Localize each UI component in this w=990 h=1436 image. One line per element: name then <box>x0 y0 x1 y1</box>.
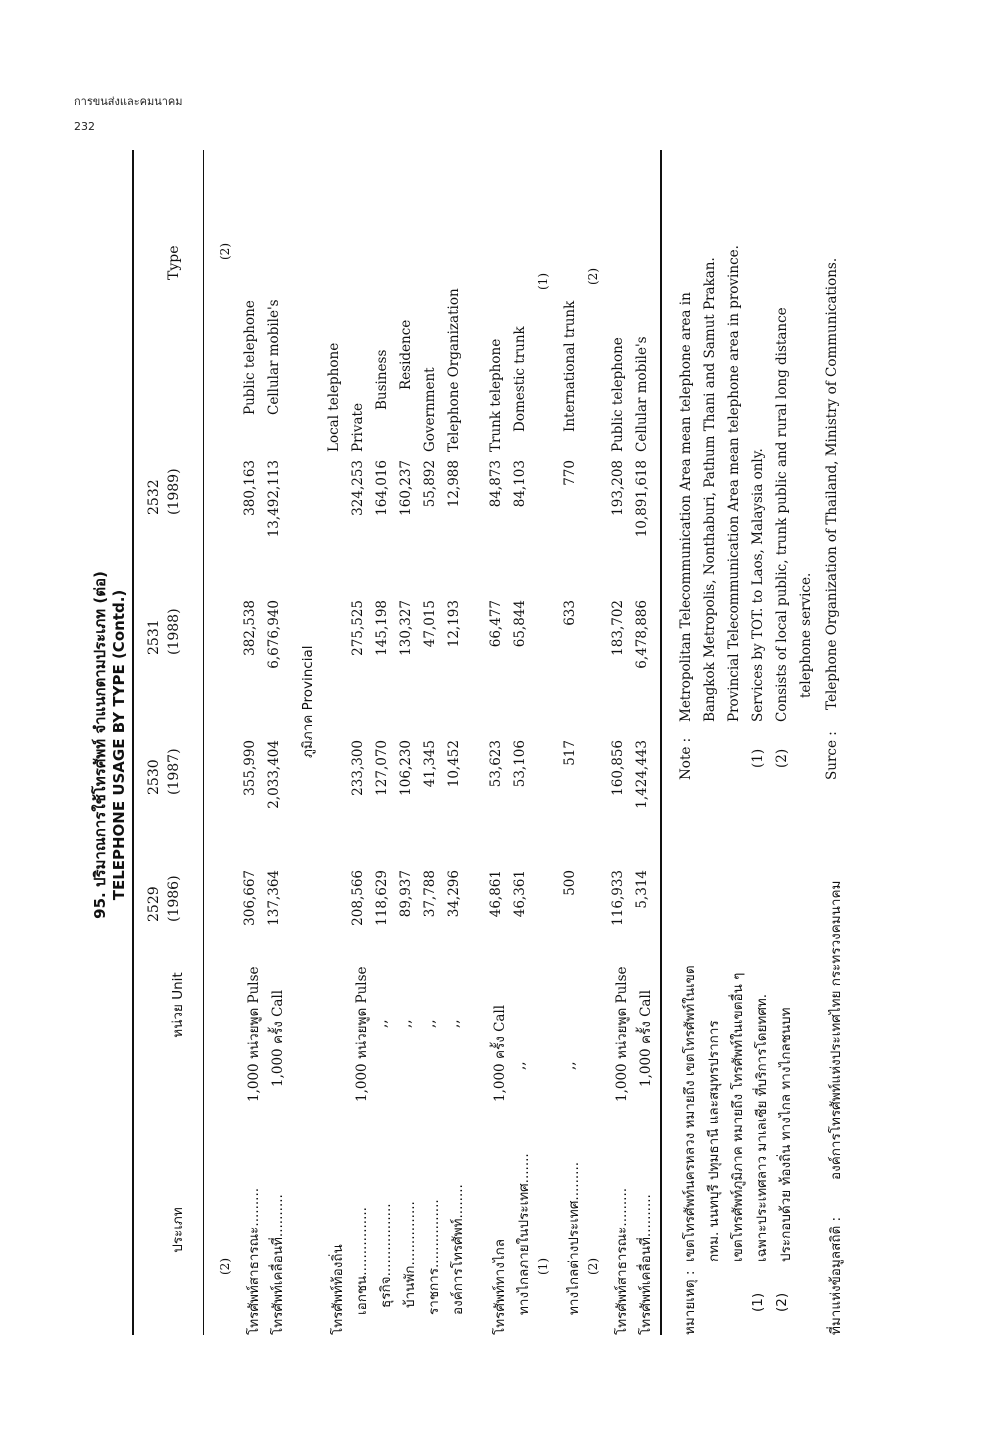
row-type: Local telephone <box>326 342 342 452</box>
value-1989: 84,873 <box>488 460 504 508</box>
footnote-mark: (1) <box>536 1258 550 1275</box>
value-1987: 41,345 <box>422 740 438 788</box>
note-line: Consists of local public, trunk public and rural long distance <box>774 307 790 722</box>
notes-label: หมายเหตุ : <box>682 1270 698 1335</box>
header-year-1987-ad: (1987) <box>166 748 182 795</box>
note-line: เขตโทรศัพท์ภูมิภาค หมายถึง โทรศัพท์ในเขตอื่น ๆ <box>730 972 746 1262</box>
notes-label: Note : <box>678 737 694 780</box>
row-type: Residence <box>398 319 414 390</box>
row-label: โทรศัพท์ท้องถิ่น <box>330 1244 346 1335</box>
row-label: โทรศัพท์เคลื่อนที่.......... <box>270 1194 286 1335</box>
value-1988: 47,015 <box>422 600 438 648</box>
value-1986: 34,296 <box>446 870 462 918</box>
note-line: เขตโทรศัพท์นครหลวง หมายถึง เขตโทรศัพท์ในเขต <box>682 965 698 1262</box>
row-unit: 1,000 ครั้ง Call <box>638 989 654 1087</box>
value-1987: 517 <box>562 740 578 766</box>
footnote-mark: (2) <box>586 268 600 285</box>
row-label: โทรศัพท์สาธารณะ......... <box>614 1187 630 1335</box>
value-1986: 116,933 <box>610 870 626 926</box>
value-1986: 46,361 <box>512 870 528 918</box>
header-year-1987-be: 2530 <box>146 759 162 795</box>
row-label: องค์การโทรศัพท์........ <box>450 1184 466 1315</box>
note-line: Provincial Telecommunication Area mean telephone area in province. <box>726 245 742 722</box>
value-1988: 65,844 <box>512 600 528 648</box>
value-1988: 6,676,940 <box>266 600 282 669</box>
note-line: กทม. นนทบุรี ปทุมธานี และสมุทรปราการ <box>706 1020 722 1262</box>
row-type: Cellular mobile's <box>266 299 282 415</box>
value-1988: 12,193 <box>446 600 462 648</box>
source-label: ที่มาแห่งข้อมูลสถิติ : <box>828 1216 844 1335</box>
note-line: Metropolitan Telecommunication Area mean telephone area in <box>678 292 694 722</box>
row-type: Domestic trunk <box>512 326 528 432</box>
value-1987: 160,856 <box>610 740 626 796</box>
row-label: ธุรกิจ................. <box>378 1203 394 1308</box>
row-type: Cellular mobile's <box>634 336 650 452</box>
value-1986: 37,788 <box>422 870 438 918</box>
header-year-1989-ad: (1989) <box>166 468 182 515</box>
footnote-mark: (2) <box>586 1258 600 1275</box>
value-1988: 633 <box>562 600 578 626</box>
value-1989: 13,492,113 <box>266 460 282 538</box>
row-label: โทรศัพท์ทางไกล <box>492 1238 508 1335</box>
value-1986: 208,566 <box>350 870 366 926</box>
source-text: Telephone Organization of Thailand, Ministry of Communications. <box>824 257 840 710</box>
value-1989: 12,988 <box>446 460 462 508</box>
top-rule <box>132 150 134 1335</box>
row-type: Trunk telephone <box>488 338 504 452</box>
value-1987: 355,990 <box>242 740 258 796</box>
row-type: International trunk <box>562 300 578 432</box>
value-1988: 130,327 <box>398 600 414 656</box>
row-type: Government <box>422 367 438 452</box>
header-year-1988-ad: (1988) <box>166 608 182 655</box>
header-unit: หน่วย Unit <box>170 972 186 1038</box>
footnote-mark: (2) <box>218 1258 232 1275</box>
footnote-mark: (1) <box>750 748 766 768</box>
value-1988: 145,198 <box>374 600 390 656</box>
row-label: ราชการ................ <box>426 1199 442 1315</box>
value-1987: 127,070 <box>374 740 390 796</box>
footnote-mark: (1) <box>536 273 550 290</box>
header-type-english: Type <box>166 245 182 280</box>
value-1988: 183,702 <box>610 600 626 656</box>
header-year-1989-be: 2532 <box>146 479 162 515</box>
value-1987: 233,300 <box>350 740 366 796</box>
row-type: Public telephone <box>242 300 258 415</box>
table-title-english: TELEPHONE USAGE BY TYPE (Contd.) <box>110 589 128 901</box>
source-text: องค์การโทรศัพท์แห่งประเทศไทย กระทรวงคมนาคม <box>828 880 844 1180</box>
value-1986: 5,314 <box>634 870 650 909</box>
section-header: การขนส่งและคมนาคม <box>74 95 183 108</box>
row-type: Business <box>374 349 390 410</box>
table-title-thai: 95. ปริมาณการใช้โทรศัพท์ จำแนกตามประเภท (ต่อ) <box>91 571 109 919</box>
row-unit: 1,000 หน่วยพูด Pulse <box>614 966 630 1102</box>
note-line: telephone service. <box>798 572 814 698</box>
value-1987: 2,033,404 <box>266 740 282 809</box>
row-label: เอกชน................ <box>354 1207 370 1315</box>
value-1989: 324,253 <box>350 460 366 516</box>
source-label: Surce : <box>824 731 840 780</box>
row-unit: ,, <box>512 1061 528 1070</box>
note-line: ประกอบด้วย ท้องถิ่น ทางไกล ทางไกลชนบท <box>778 1007 794 1262</box>
footnote-mark: (1) <box>750 1292 766 1312</box>
bottom-rule <box>660 150 662 1335</box>
value-1986: 137,364 <box>266 870 282 926</box>
row-unit: 1,000 หน่วยพูด Pulse <box>354 966 370 1102</box>
value-1988: 275,525 <box>350 600 366 656</box>
value-1987: 106,230 <box>398 740 414 796</box>
row-unit: 1,000 ครั้ง Call <box>492 1004 508 1102</box>
row-unit: ,, <box>374 1019 390 1028</box>
row-unit: ,, <box>446 1019 462 1028</box>
value-1989: 160,237 <box>398 460 414 516</box>
value-1988: 66,477 <box>488 600 504 648</box>
note-line: Services by TOT. to Laos, Malaysia only. <box>750 448 766 722</box>
header-rule <box>203 150 204 1335</box>
footnote-mark: (2) <box>774 748 790 768</box>
header-year-1986-ad: (1986) <box>166 875 182 922</box>
value-1989: 770 <box>562 460 578 486</box>
row-unit: ,, <box>562 1061 578 1070</box>
value-1989: 193,208 <box>610 460 626 516</box>
value-1986: 500 <box>562 870 578 896</box>
value-1987: 10,452 <box>446 740 462 788</box>
footnote-mark: (2) <box>218 243 232 260</box>
note-line: Bangkok Metropolis, Nonthaburi, Pathum Thani and Samut Prakan. <box>702 257 718 722</box>
row-label: โทรศัพท์สาธารณะ......... <box>246 1187 262 1335</box>
page-number: 232 <box>74 120 95 133</box>
row-label: ทางไกลต่างประเทศ......... <box>566 1161 582 1315</box>
header-year-1986-be: 2529 <box>146 886 162 922</box>
value-1987: 53,623 <box>488 740 504 788</box>
rotated-page <box>80 120 940 1370</box>
row-label: ทางไกลภายในประเทศ....... <box>516 1153 532 1315</box>
section-provincial: ภูมิภาค Provincial <box>300 645 316 758</box>
header-year-1988-be: 2531 <box>146 619 162 655</box>
value-1989: 84,103 <box>512 460 528 508</box>
row-label: โทรศัพท์เคลื่อนที่.......... <box>638 1194 654 1335</box>
value-1986: 118,629 <box>374 870 390 926</box>
row-unit: 1,000 หน่วยพูด Pulse <box>246 966 262 1102</box>
value-1989: 55,892 <box>422 460 438 508</box>
value-1989: 10,891,618 <box>634 460 650 538</box>
note-line: เฉพาะประเทศลาว มาเลเซีย ที่บริการโดยทศท. <box>754 993 770 1262</box>
value-1988: 6,478,886 <box>634 600 650 669</box>
value-1986: 306,667 <box>242 870 258 926</box>
row-unit: ,, <box>422 1019 438 1028</box>
value-1987: 53,106 <box>512 740 528 788</box>
value-1989: 380,163 <box>242 460 258 516</box>
value-1986: 89,937 <box>398 870 414 918</box>
footnote-mark: (2) <box>774 1292 790 1312</box>
value-1988: 382,538 <box>242 600 258 656</box>
row-type: Public telephone <box>610 337 626 452</box>
value-1986: 46,861 <box>488 870 504 918</box>
header-type-thai: ประเภท <box>170 1207 186 1253</box>
row-type: Private <box>350 403 366 452</box>
row-unit: 1,000 ครั้ง Call <box>270 989 286 1087</box>
row-unit: ,, <box>398 1019 414 1028</box>
value-1989: 164,016 <box>374 460 390 516</box>
row-label: บ้านพัก............... <box>402 1201 418 1308</box>
row-type: Telephone Organization <box>446 288 462 452</box>
value-1987: 1,424,443 <box>634 740 650 809</box>
